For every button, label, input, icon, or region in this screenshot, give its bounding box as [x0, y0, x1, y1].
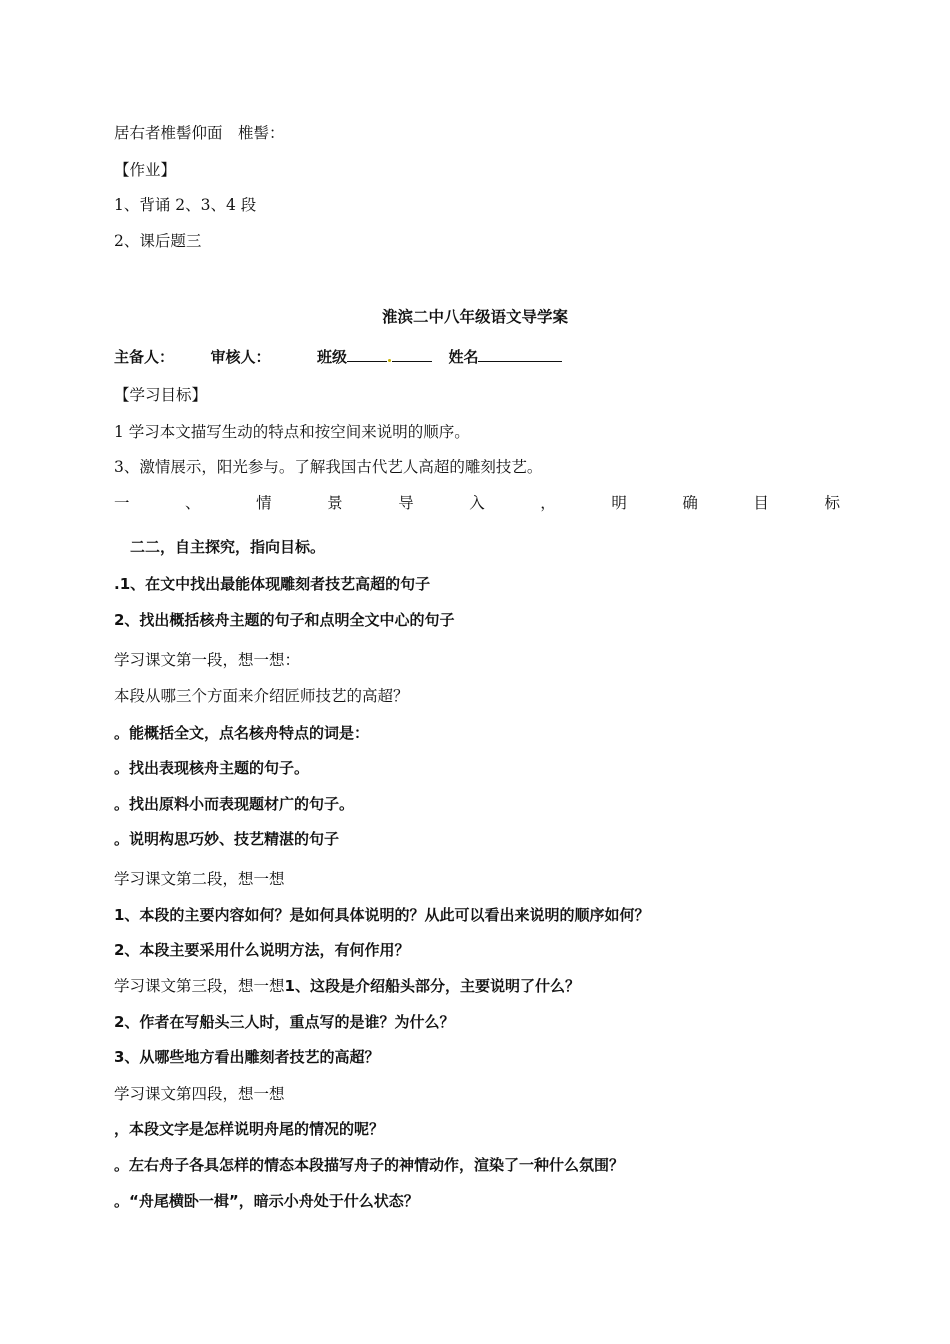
section-char: 景 [327, 494, 343, 512]
reviewer-label: 审核人： [210, 348, 271, 366]
section-char: 情 [256, 494, 272, 512]
paragraph-heading: 学习课文第二段，想一想 [114, 870, 285, 888]
class-label: 班级 [316, 348, 347, 366]
section-char: 导 [398, 494, 414, 512]
list-item: 2、本段主要采用什么说明方法，有何作用？ [114, 941, 410, 959]
list-item: 。能概括全文，点名核舟特点的词是： [114, 724, 370, 742]
list-item: ，本段文字是怎样说明舟尾的情况的呢？ [114, 1120, 385, 1138]
paragraph-heading: 学习课文第三段，想一想 [114, 977, 285, 995]
paragraph-heading: 学习课文第四段，想一想 [114, 1085, 285, 1103]
paragraph-heading-row [114, 976, 580, 996]
list-item: 。左右舟子各具怎样的情态本段描写舟子的神情动作，渲染了一种什么氛围？ [114, 1156, 625, 1174]
list-item: 3、从哪些地方看出雕刻者技艺的高超？ [114, 1048, 380, 1066]
section-char: 确 [682, 494, 698, 512]
question: 1、这段是介绍船头部分，主要说明了什么？ [284, 977, 580, 995]
section-two-heading: 二二，自主探究，指向目标。 [130, 538, 326, 556]
section-char: 目 [753, 494, 769, 512]
name-blank [478, 346, 562, 362]
section-char: 一 [114, 494, 130, 512]
list-item: 。找出原料小而表现题材广的句子。 [114, 795, 355, 813]
list-item: 。说明构思巧妙、技艺精湛的句子 [114, 830, 340, 848]
name-label: 姓名 [448, 348, 479, 366]
homework-heading: 【作业】 [114, 161, 177, 179]
list-item: 。“舟尾横卧一楫”，暗示小舟处于什么状态？ [114, 1192, 419, 1210]
section-char: 、 [185, 494, 201, 512]
list-item: 。找出表现核舟主题的句子。 [114, 759, 310, 777]
paragraph-heading: 学习课文第一段，想一想： [114, 651, 301, 669]
page-title: 淮滨二中八年级语文导学案 [381, 308, 568, 326]
list-item: 2、作者在写船头三人时，重点写的是谁？为什么？ [114, 1013, 455, 1031]
preparer-label: 主备人： [114, 348, 175, 366]
homework-item: 2、课后题三 [114, 232, 202, 250]
section-char: 标 [824, 494, 840, 512]
homework-item: 1、背诵 2、3、4 段 [114, 196, 257, 214]
text-line: 居右者椎髻仰面 椎髻： [114, 124, 285, 142]
question: .1、在文中找出最能体现雕刻者技艺高超的句子 [114, 575, 431, 593]
objective-item: 3、激情展示，阳光参与。了解我国古代艺人高超的雕刻技艺。 [114, 458, 543, 476]
section-one-heading [114, 493, 840, 513]
section-char: ， [540, 494, 556, 512]
question: 本段从哪三个方面来介绍匠师技艺的高超？ [114, 687, 409, 705]
objectives-heading: 【学习目标】 [114, 386, 208, 404]
objective-item: 1 学习本文描写生动的特点和按空间来说明的顺序。 [114, 423, 470, 441]
class-blank [392, 346, 432, 362]
info-row [114, 346, 562, 367]
dot-mark [388, 359, 391, 362]
class-blank [347, 346, 387, 362]
list-item: 1、本段的主要内容如何？是如何具体说明的？从此可以看出来说明的顺序如何？ [114, 906, 650, 924]
section-char: 入 [469, 494, 485, 512]
section-char: 明 [611, 494, 627, 512]
question: 2、找出概括核舟主题的句子和点明全文中心的句子 [114, 611, 455, 629]
